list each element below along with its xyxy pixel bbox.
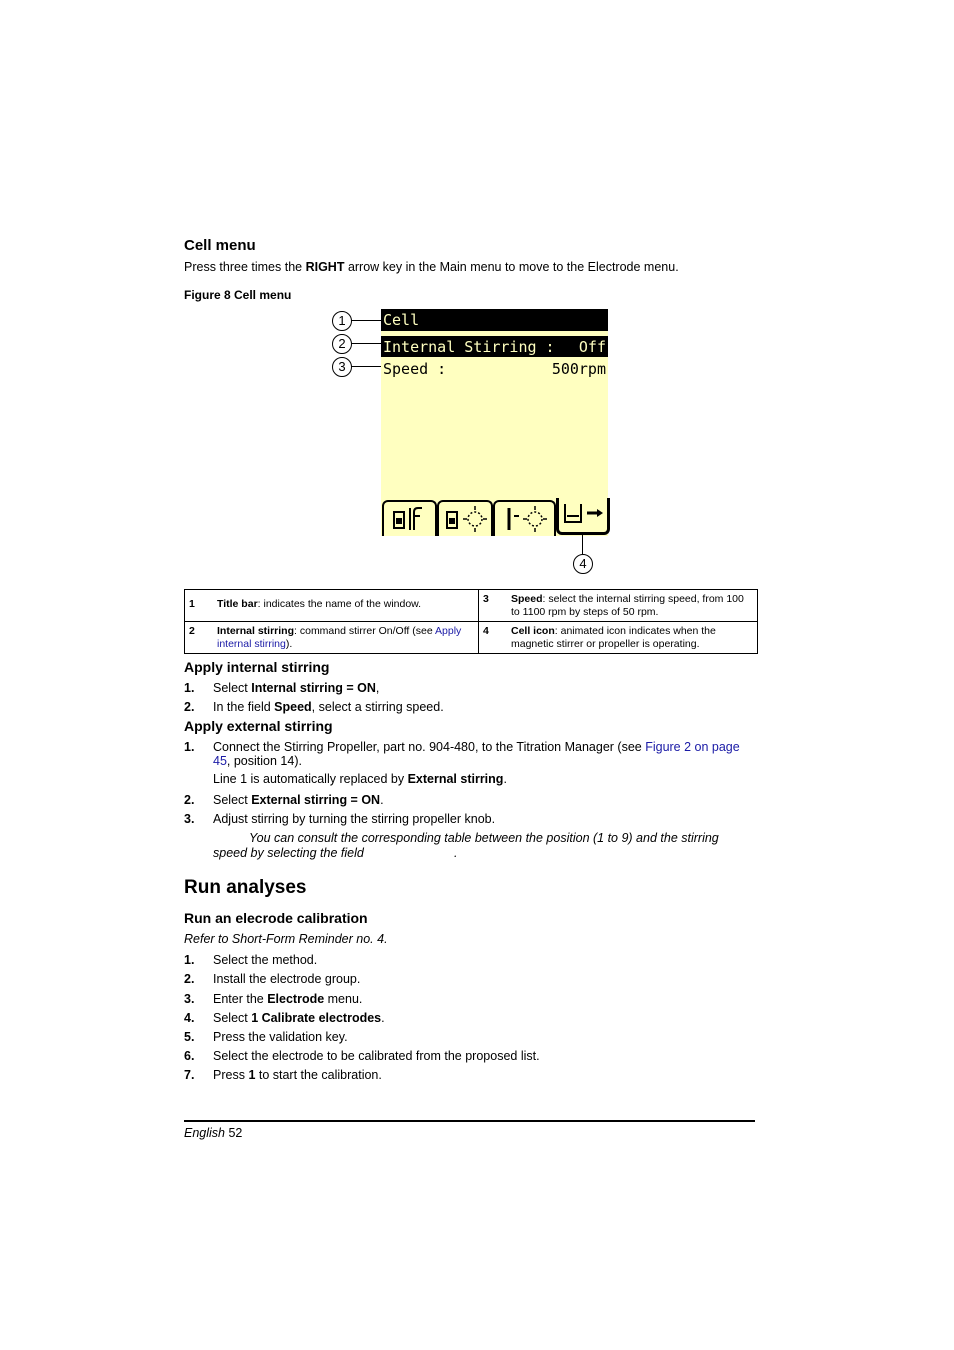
lcd-row-internal-stirring[interactable] bbox=[381, 336, 608, 357]
lcd-row2-value[interactable]: 500rpm bbox=[551, 360, 606, 378]
step-number: 2. bbox=[184, 793, 195, 807]
legend-desc: : indicates the name of the window. bbox=[257, 598, 422, 610]
step-text-end: , bbox=[375, 681, 380, 695]
step-text: Press the validation key. bbox=[213, 1030, 348, 1044]
step-bold: Electrode bbox=[267, 992, 325, 1006]
lcd-row1-label: Internal Stirring : bbox=[383, 338, 555, 356]
tab-electrode-a[interactable] bbox=[382, 500, 437, 536]
external-step-2 bbox=[213, 793, 384, 807]
electrode-temperature-icon bbox=[439, 502, 491, 534]
figure-caption: Figure 8 Cell menu bbox=[184, 288, 292, 302]
table-row bbox=[185, 590, 758, 622]
intro-paragraph bbox=[184, 260, 679, 274]
step-text: Select the electrode to be calibrated from the proposed list. bbox=[213, 1049, 540, 1063]
step-text-end: , select a stirring speed. bbox=[311, 700, 444, 714]
step-text: Install the electrode group. bbox=[213, 972, 361, 986]
link-page-45[interactable]: 45 bbox=[213, 754, 227, 768]
step-bold: Internal stirring = ON bbox=[251, 681, 376, 695]
legend-text bbox=[507, 590, 758, 622]
footer-language: English bbox=[184, 1126, 225, 1140]
step-number: 6. bbox=[184, 1049, 195, 1063]
step-number: 1. bbox=[184, 681, 195, 695]
legend-desc: : select the internal stirring speed, from 100 to 1100 rpm by steps of 50 rpm. bbox=[511, 593, 744, 618]
callout-leader-3 bbox=[351, 366, 381, 367]
step-number: 1. bbox=[184, 953, 195, 967]
step-text: Select the method. bbox=[213, 953, 318, 967]
step-text: Enter the bbox=[213, 992, 268, 1006]
step-number: 3. bbox=[184, 812, 195, 826]
step-text: Connect the Stirring Propeller, part no. 904-480, to the Titration Manager (see bbox=[213, 740, 646, 754]
lcd-title-bar bbox=[381, 309, 608, 331]
step-text-end: . bbox=[380, 793, 384, 807]
intro-text-end: arrow key in the Main menu to move to the Electrode menu. bbox=[344, 260, 679, 274]
callout-4: 4 bbox=[573, 554, 593, 574]
section-heading-external-stirring: Apply external stirring bbox=[184, 718, 333, 734]
figure-legend-table bbox=[184, 589, 758, 654]
intro-key: RIGHT bbox=[305, 260, 345, 274]
step-bold: Speed bbox=[274, 700, 312, 714]
table-row bbox=[185, 622, 758, 654]
step-number: 4. bbox=[184, 1011, 195, 1025]
step-text-end: , position 14). bbox=[226, 754, 302, 768]
note-line-2: speed by selecting the field bbox=[213, 846, 364, 860]
lcd-row2-label: Speed : bbox=[383, 360, 447, 378]
legend-number: 3 bbox=[479, 590, 508, 622]
subheading-calibration: Run an elecrode calibration bbox=[184, 910, 368, 926]
callout-1: 1 bbox=[332, 311, 352, 331]
external-step-1-note bbox=[213, 772, 507, 786]
legend-desc-tail: ). bbox=[285, 637, 293, 650]
section-heading-run-analyses: Run analyses bbox=[184, 877, 307, 898]
footer bbox=[184, 1126, 242, 1140]
callout-leader-4 bbox=[582, 534, 583, 554]
list-item bbox=[213, 992, 362, 1006]
step-number: 5. bbox=[184, 1030, 195, 1044]
internal-step-2 bbox=[213, 700, 444, 714]
tab-electrode-b[interactable] bbox=[437, 500, 493, 536]
step-bold: 1 bbox=[248, 1068, 256, 1082]
step-bold: 1 Calibrate electrodes bbox=[251, 1011, 382, 1025]
tab-sensor[interactable] bbox=[493, 500, 556, 536]
step-text: Press bbox=[213, 1068, 249, 1082]
note-line-1: You can consult the corresponding table between the position (1 to 9) and the stirring bbox=[249, 831, 719, 845]
step-text: Select bbox=[213, 681, 252, 695]
step-text: In the field bbox=[213, 700, 275, 714]
legend-number: 2 bbox=[185, 622, 214, 654]
legend-text bbox=[507, 622, 758, 654]
legend-desc: : animated icon indicates when the magnetic stirrer or propeller is operating. bbox=[511, 625, 716, 650]
legend-term: Speed bbox=[511, 593, 543, 605]
external-step-1 bbox=[213, 740, 758, 768]
step-number: 2. bbox=[184, 972, 195, 986]
tab-cell-active[interactable] bbox=[556, 498, 610, 535]
reference-note: Refer to Short-Form Reminder no. 4. bbox=[184, 932, 388, 946]
list-item bbox=[213, 1030, 348, 1044]
sensor-temperature-icon bbox=[495, 502, 554, 534]
section-heading-internal-stirring: Apply internal stirring bbox=[184, 659, 330, 675]
list-item bbox=[213, 1049, 540, 1063]
list-item bbox=[213, 1011, 385, 1025]
step-text-end: menu. bbox=[324, 992, 363, 1006]
page-number: 52 bbox=[228, 1126, 243, 1140]
legend-number: 1 bbox=[185, 590, 214, 622]
legend-number: 4 bbox=[479, 622, 508, 654]
callout-3: 3 bbox=[332, 357, 352, 377]
note-bold: External stirring bbox=[407, 772, 504, 786]
list-item bbox=[213, 953, 317, 967]
legend-desc: : command stirrer On/Off (see bbox=[294, 625, 436, 637]
legend-term: Internal stirring bbox=[217, 625, 295, 637]
link-figure-2[interactable]: Figure 2 on page bbox=[645, 740, 740, 754]
legend-text bbox=[213, 590, 479, 622]
external-step-3: Adjust stirring by turning the stirring propeller knob. bbox=[213, 812, 496, 826]
intro-text: Press three times the bbox=[184, 260, 306, 274]
step-number: 1. bbox=[184, 740, 195, 754]
section-heading-cell-menu: Cell menu bbox=[184, 237, 256, 254]
legend-term: Cell icon bbox=[511, 625, 555, 637]
step-text: Select bbox=[213, 1011, 252, 1025]
link-apply-internal-stirring[interactable]: Apply internal stirring bbox=[217, 625, 462, 650]
legend-term: Title bar bbox=[217, 598, 258, 610]
step-text-end: . bbox=[381, 1011, 385, 1025]
note-text-end: . bbox=[503, 772, 507, 786]
footer-rule bbox=[184, 1120, 755, 1122]
callout-leader-1 bbox=[351, 320, 381, 321]
callout-leader-2 bbox=[351, 343, 381, 344]
note-line-3: . bbox=[454, 846, 458, 860]
step-text-end: to start the calibration. bbox=[255, 1068, 382, 1082]
legend-text bbox=[213, 622, 479, 654]
cell-icon bbox=[559, 498, 607, 530]
step-bold: External stirring = ON bbox=[251, 793, 381, 807]
note-text: Line 1 is automatically replaced by bbox=[213, 772, 408, 786]
callout-2: 2 bbox=[332, 334, 352, 354]
lcd-screen bbox=[381, 309, 608, 536]
step-text: Select bbox=[213, 793, 252, 807]
list-item bbox=[213, 972, 360, 986]
internal-step-1 bbox=[213, 681, 379, 695]
list-item bbox=[213, 1068, 382, 1082]
lcd-row1-value: Off bbox=[578, 338, 606, 356]
step-number: 2. bbox=[184, 700, 195, 714]
step-number: 3. bbox=[184, 992, 195, 1006]
electrode-icon bbox=[384, 502, 435, 534]
lcd-title: Cell bbox=[383, 311, 420, 329]
step-number: 7. bbox=[184, 1068, 195, 1082]
